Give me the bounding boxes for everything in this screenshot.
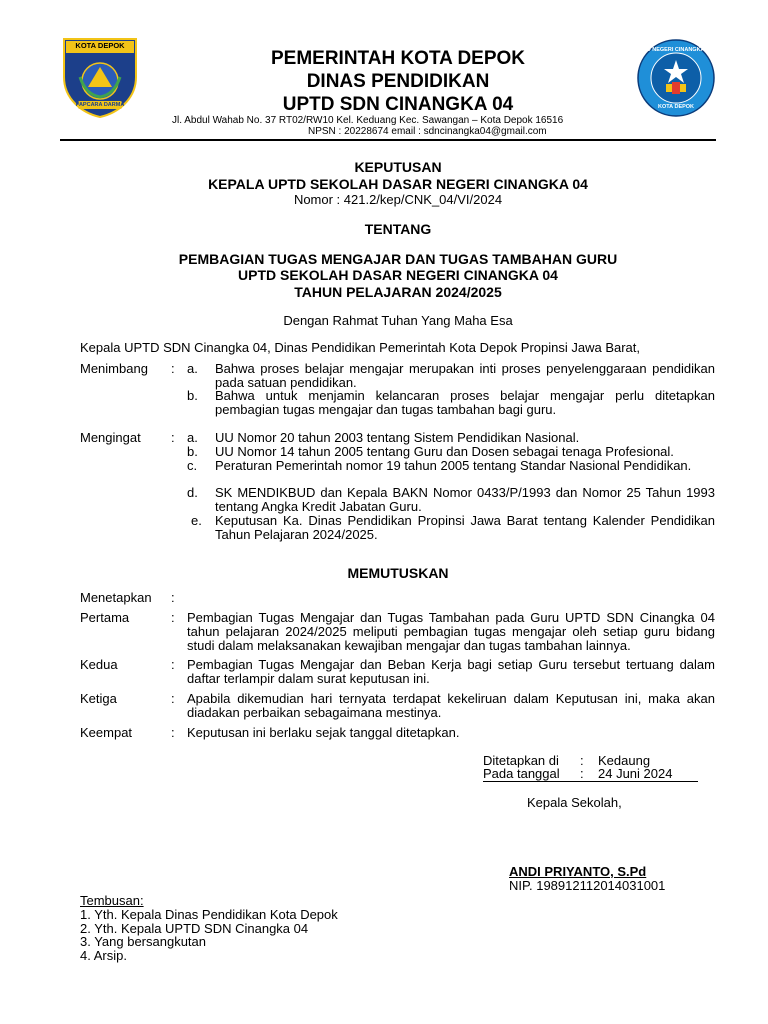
- kop-contact: NPSN : 20228674 email : sdncinangka04@gmail.com: [308, 126, 547, 137]
- establish-colon: :: [171, 590, 175, 605]
- remembering-letter-d: d.: [187, 485, 198, 500]
- decree-subject-3: TAHUN PELAJARAN 2024/2025: [294, 284, 502, 300]
- remembering-letter-b: b.: [187, 444, 198, 459]
- article-4-label: Keempat: [80, 725, 133, 740]
- logo-left-label: KOTA DEPOK: [75, 41, 125, 50]
- article-4-text: Keputusan ini berlaku sejak tanggal ditetapkan.: [187, 725, 460, 740]
- kop-divider: [60, 139, 716, 141]
- remembering-letter-c: c.: [187, 458, 198, 473]
- kop-line-2: DINAS PENDIDIKAN: [306, 71, 490, 92]
- decree-number: Nomor : 421.2/kep/CNK_04/VI/2024: [293, 192, 503, 207]
- article-4-colon: :: [171, 725, 175, 740]
- decree-blessing: Dengan Rahmat Tuhan Yang Maha Esa: [283, 313, 513, 328]
- signature-place-label: Ditetapkan di: [483, 753, 559, 768]
- remembering-label: Mengingat: [80, 430, 141, 445]
- logo-left-motto: PAPCARA DARMA: [75, 102, 125, 108]
- decree-intro: Kepala UPTD SDN Cinangka 04, Dinas Pendidikan Pemerintah Kota Depok Propinsi Jawa Barat,: [80, 340, 641, 355]
- logo-sdn-cinangka: [636, 38, 716, 118]
- copies-item-1: 1. Yth. Kepala Dinas Pendidikan Kota Depok: [80, 907, 338, 922]
- kop-address: Jl. Abdul Wahab No. 37 RT02/RW10 Kel. Keduang Kec. Sawangan – Kota Depok 16516: [172, 115, 564, 126]
- decree-about: TENTANG: [364, 221, 432, 237]
- copies-item-2: 2. Yth. Kepala UPTD SDN Cinangka 04: [80, 921, 309, 936]
- considering-letter-b: b.: [187, 388, 198, 403]
- logo-right-bottom-label: KOTA DEPOK: [657, 104, 695, 110]
- decree-subject-2: UPTD SEKOLAH DASAR NEGERI CINANGKA 04: [238, 267, 558, 283]
- remembering-item-e: Keputusan Ka. Dinas Pendidikan Propinsi Jawa Barat tentang Kalender Pendidikan Tahun Pelajaran 2024/2025.: [215, 513, 715, 542]
- article-3-colon: :: [171, 691, 175, 706]
- signature-nip: NIP. 198912112014031001: [509, 878, 666, 893]
- signature-date-value: 24 Juni 2024: [598, 766, 673, 781]
- logo-kota-depok: [60, 37, 140, 119]
- article-2-label: Kedua: [80, 657, 118, 672]
- remembering-item-c: Peraturan Pemerintah nomor 19 tahun 2005 tentang Standar Nasional Pendidikan.: [215, 458, 692, 473]
- signature-date-colon: :: [580, 766, 584, 781]
- signature-name: ANDI PRIYANTO, S.Pd: [509, 864, 647, 879]
- article-2-text: Pembagian Tugas Mengajar dan Beban Kerja bagi setiap Guru tersebut tertuang dalam daftar terlampir dalam surat keputusan ini.: [187, 657, 715, 686]
- remembering-item-d: SK MENDIKBUD dan Kepala BAKN Nomor 0433/P/1993 dan Nomor 25 Tahun 1993 tentang Angka Kredit Jabatan Guru.: [215, 485, 715, 514]
- establish-label: Menetapkan: [80, 590, 152, 605]
- considering-item-a: Bahwa proses belajar mengajar merupakan inti proses penyelenggaraan pendidikan pada satuan pendidikan.: [215, 361, 715, 390]
- article-1-label: Pertama: [80, 610, 130, 625]
- decree-title: KEPUTUSAN: [354, 159, 442, 175]
- kop-line-1: PEMERINTAH KOTA DEPOK: [270, 48, 526, 69]
- logo-right-top-label: SD NEGERI CINANGKA 4: [643, 47, 709, 53]
- copies-item-4: 4. Arsip.: [80, 948, 127, 963]
- article-1-colon: :: [171, 610, 175, 625]
- decide-title: MEMUTUSKAN: [347, 565, 449, 581]
- copies-title: Tembusan:: [80, 893, 144, 908]
- article-3-text: Apabila dikemudian hari ternyata terdapat kekeliruan dalam Keputusan ini, maka akan diadakan perbaikan sebagaimana mestinya.: [187, 691, 715, 720]
- article-3-label: Ketiga: [80, 691, 117, 706]
- remembering-letter-a: a.: [187, 430, 198, 445]
- decree-subject-1: PEMBAGIAN TUGAS MENGAJAR DAN TUGAS TAMBAHAN GURU: [178, 251, 618, 267]
- kop-line-3: UPTD SDN CINANGKA 04: [282, 94, 514, 115]
- article-2-colon: :: [171, 657, 175, 672]
- article-1-text: Pembagian Tugas Mengajar dan Tugas Tambahan pada Guru UPTD SDN Cinangka 04 tahun pelajaran 2024/2025 meliputi pembagian tugas mengajar oleh setiap guru bidang studi dalam melaksanakan kewajiban mengajar dan tugas tambahan lainnya.: [187, 610, 715, 653]
- remembering-item-a: UU Nomor 20 tahun 2003 tentang Sistem Pendidikan Nasional.: [215, 430, 580, 445]
- considering-item-b: Bahwa untuk menjamin kelancaran proses belajar mengajar perlu ditetapkan pembagian tugas mengajar dan tugas tambahan bagi guru.: [215, 388, 715, 417]
- considering-label: Menimbang: [80, 361, 148, 376]
- remembering-letter-e: e.: [191, 513, 202, 528]
- considering-letter-a: a.: [187, 361, 198, 376]
- considering-colon: :: [171, 361, 175, 376]
- signature-title: Kepala Sekolah,: [527, 795, 622, 810]
- signature-place-value: Kedaung: [598, 753, 651, 768]
- copies-item-3: 3. Yang bersangkutan: [80, 934, 207, 949]
- signature-date-label: Pada tanggal: [483, 766, 560, 781]
- remembering-colon: :: [171, 430, 175, 445]
- signature-place-colon: :: [580, 753, 584, 768]
- remembering-item-b: UU Nomor 14 tahun 2005 tentang Guru dan Dosen sebagai tenaga Profesional.: [215, 444, 674, 459]
- decree-authority: KEPALA UPTD SEKOLAH DASAR NEGERI CINANGKA 04: [208, 176, 588, 192]
